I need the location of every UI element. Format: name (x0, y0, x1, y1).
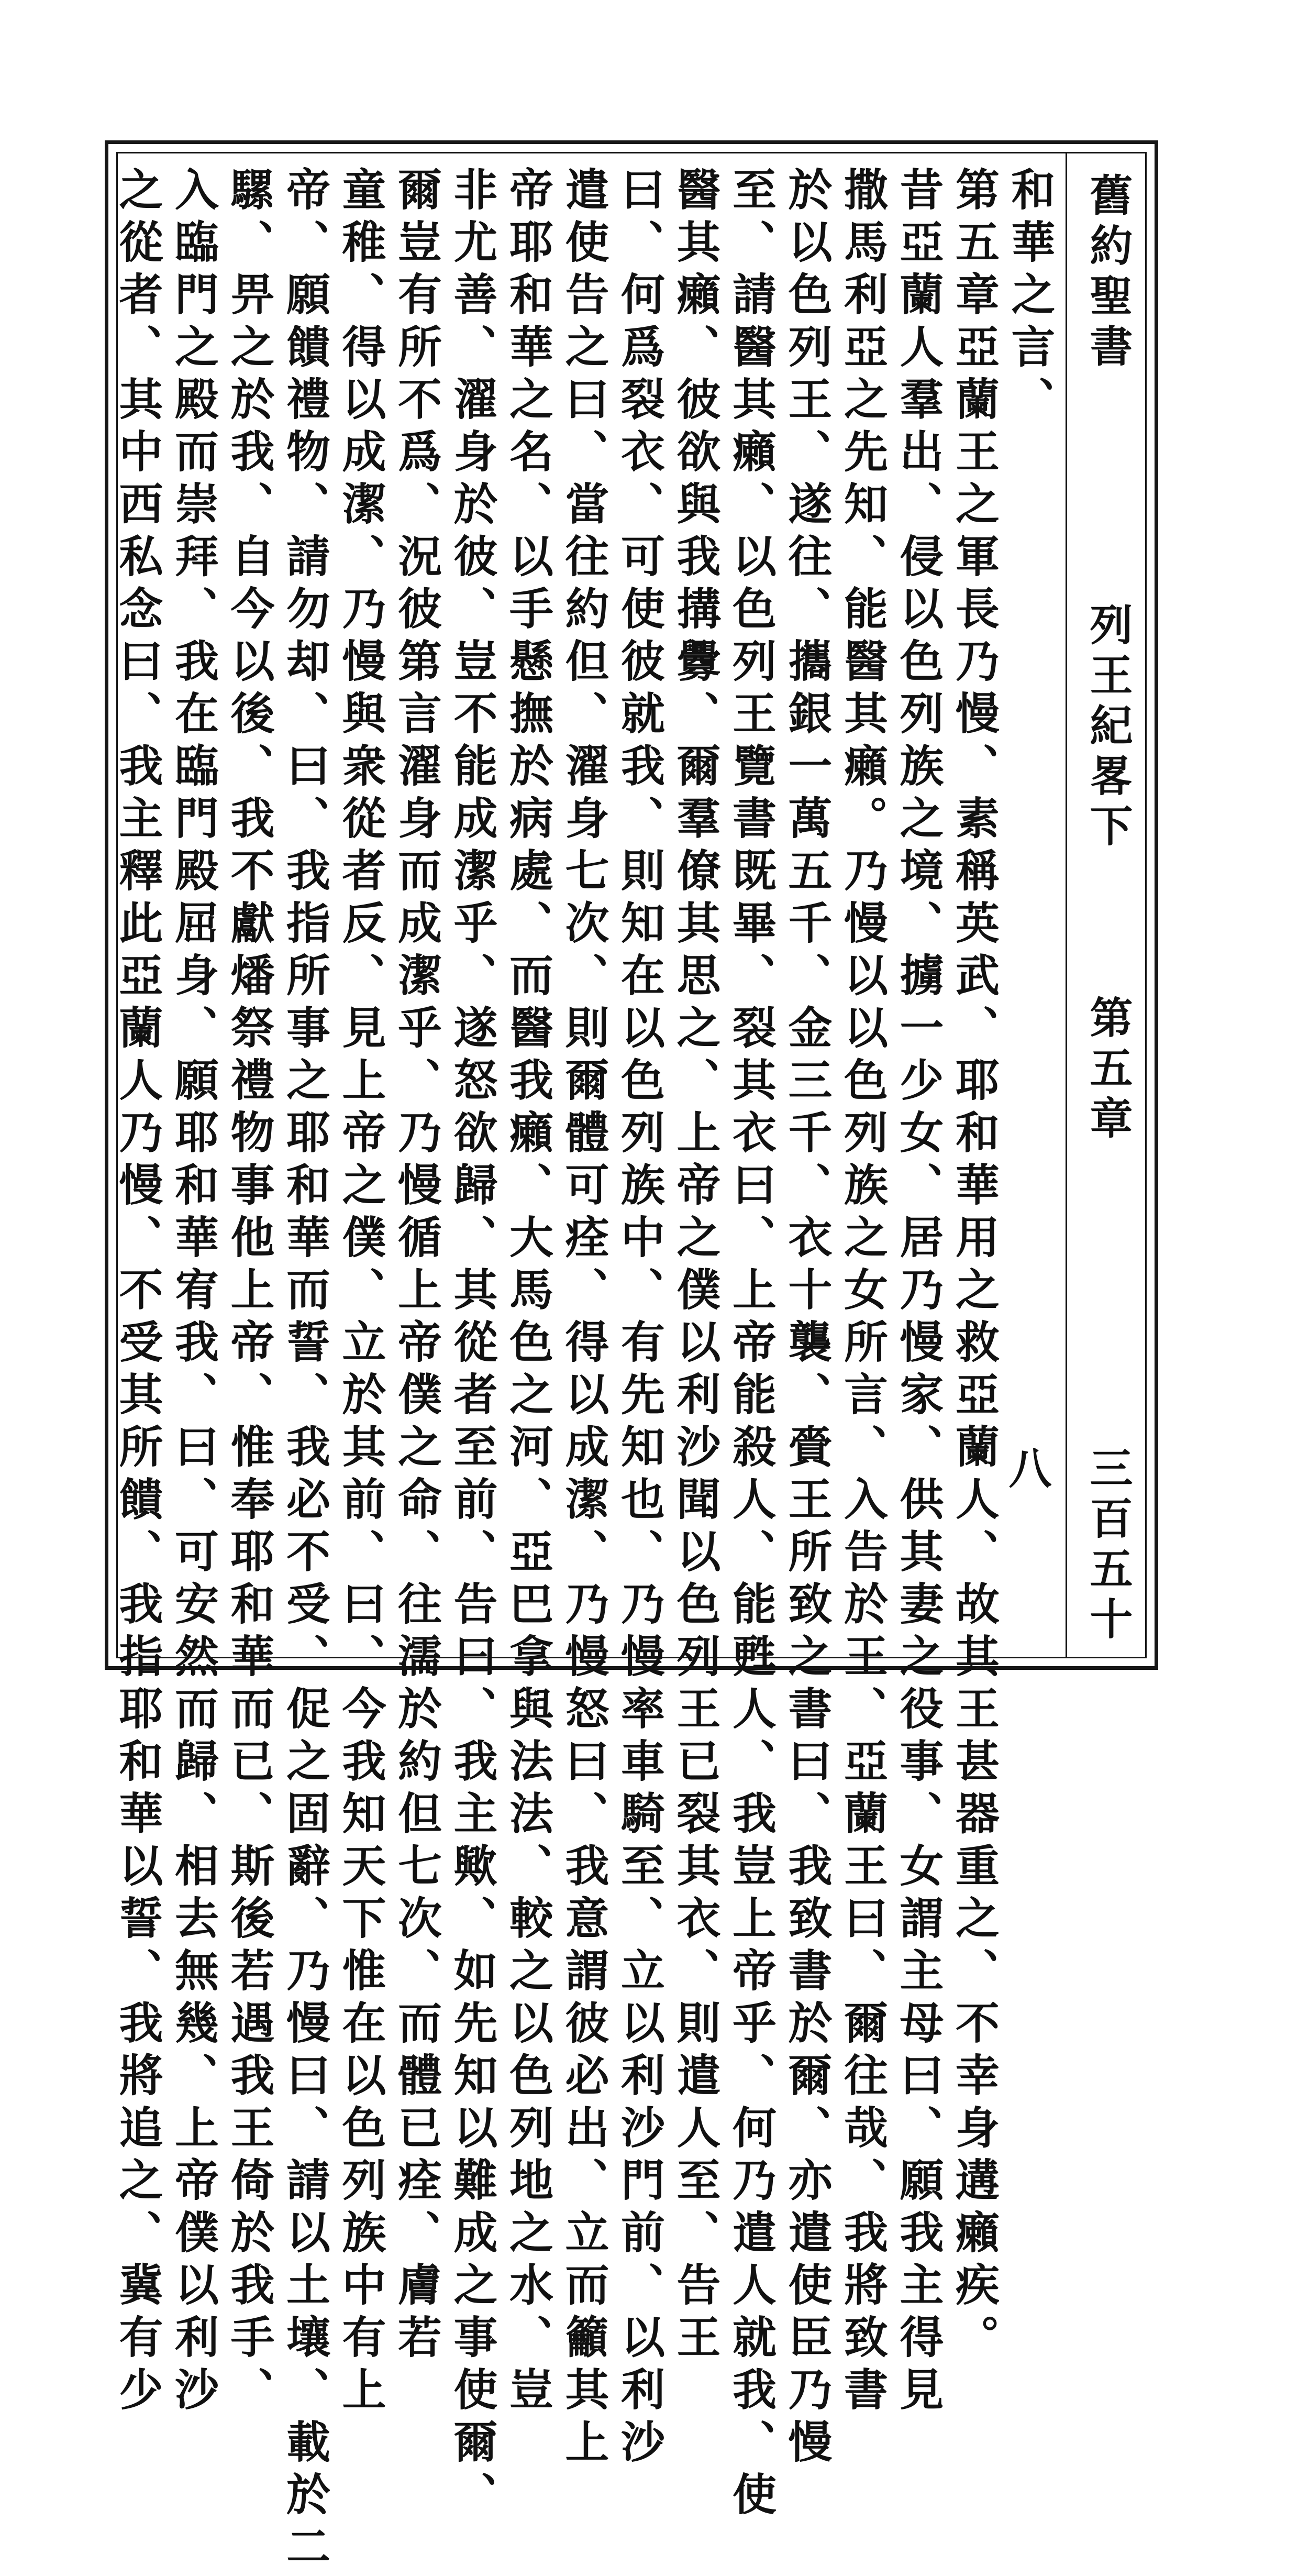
text-column: 帝耶和華之名、以手懸撫於病處、而醫我癩、大馬色之河、亞巴拿與法法、較之以色列地之水、豈 (502, 167, 554, 2419)
text-column: 騾、畀之於我、自今以後、我不獻燔祭禮物事他上帝、惟奉耶和華而已、斯後若遇我王倚於我手、 (224, 167, 275, 2419)
text-column: 和華之言、 (1004, 167, 1056, 428)
text-column: 至、請醫其癩、以色列王覽書既畢、裂其衣曰、上帝能殺人、能甦人、我豈上帝乎、何乃遣人就我、使 (725, 167, 778, 2524)
scripture-text (112, 167, 1058, 2576)
text-column: 爾豈有所不爲、況彼第言濯身而成潔乎、乃慢循上帝僕之命、往濡於約但七次、而體已痊、膚若 (391, 167, 443, 2366)
text-column: 遣使告之曰、當往約但、濯身七次、則爾體可痊、得以成潔、乃慢怒曰、我意謂彼必出、立而籲其上 (558, 167, 610, 2471)
text-column: 帝、願饋禮物、請勿却、曰、我指所事之耶和華而誓、我必不受、促之固辭、乃慢曰、請以土壤、載於二 (279, 167, 331, 2576)
section-title: 列王紀畧下 (1083, 602, 1133, 854)
text-column: 入臨門之殿而崇拜、我在臨門殿屈身、願耶和華宥我、曰、可安然而歸、相去無幾、上帝僕以利沙 (168, 167, 220, 2419)
text-column: 童稚、得以成潔、乃慢與衆從者反、見上帝之僕、立於其前、曰、今我知天下惟在以色列族中有上 (335, 167, 387, 2419)
text-column: 昔亞蘭人羣出、侵以色列族之境、擄一少女、居乃慢家、供其妻之役事、女謂主母曰、願我主得見 (893, 167, 945, 2419)
text-column: 曰、何爲裂衣、可使彼就我、則知在以色列族中、有先知也、乃慢率車騎至、立以利沙門前、以利沙 (614, 167, 666, 2471)
text-column: 第五章亞蘭王之軍長乃慢、素稱英武、耶和華用之救亞蘭人、故其王甚器重之、不幸身遘癩疾。 (948, 167, 1001, 2366)
book-title: 舊約聖書 (1083, 173, 1133, 374)
text-column: 於以色列王、遂往、攜銀一萬五千、金三千、衣十襲、賫王所致之書曰、我致書於爾、亦遣使臣乃慢 (781, 167, 833, 2471)
chapter-label: 第五章 (1083, 995, 1133, 1146)
text-column: 醫其癩、彼欲與我搆釁、爾羣僚其思之、上帝之僕以利沙聞以色列王已裂其衣、則遣人至、告王 (670, 167, 722, 2366)
page-number: 三百五十八 (1002, 1446, 1133, 1647)
text-column: 之從者、其中西私念曰、我主釋此亞蘭人乃慢、不受其所饋、我指耶和華以誓、我將追之、冀有少 (112, 167, 164, 2419)
text-column: 撒馬利亞之先知、能醫其癩。乃慢以以色列族之女所言、入告於王、亞蘭王曰、爾往哉、我將致書 (837, 167, 889, 2419)
text-column: 非尤善、濯身於彼、豈不能成潔乎、遂怒欲歸、其從者至前、告曰、我主歟、如先知以難成之事使爾、 (447, 167, 498, 2524)
